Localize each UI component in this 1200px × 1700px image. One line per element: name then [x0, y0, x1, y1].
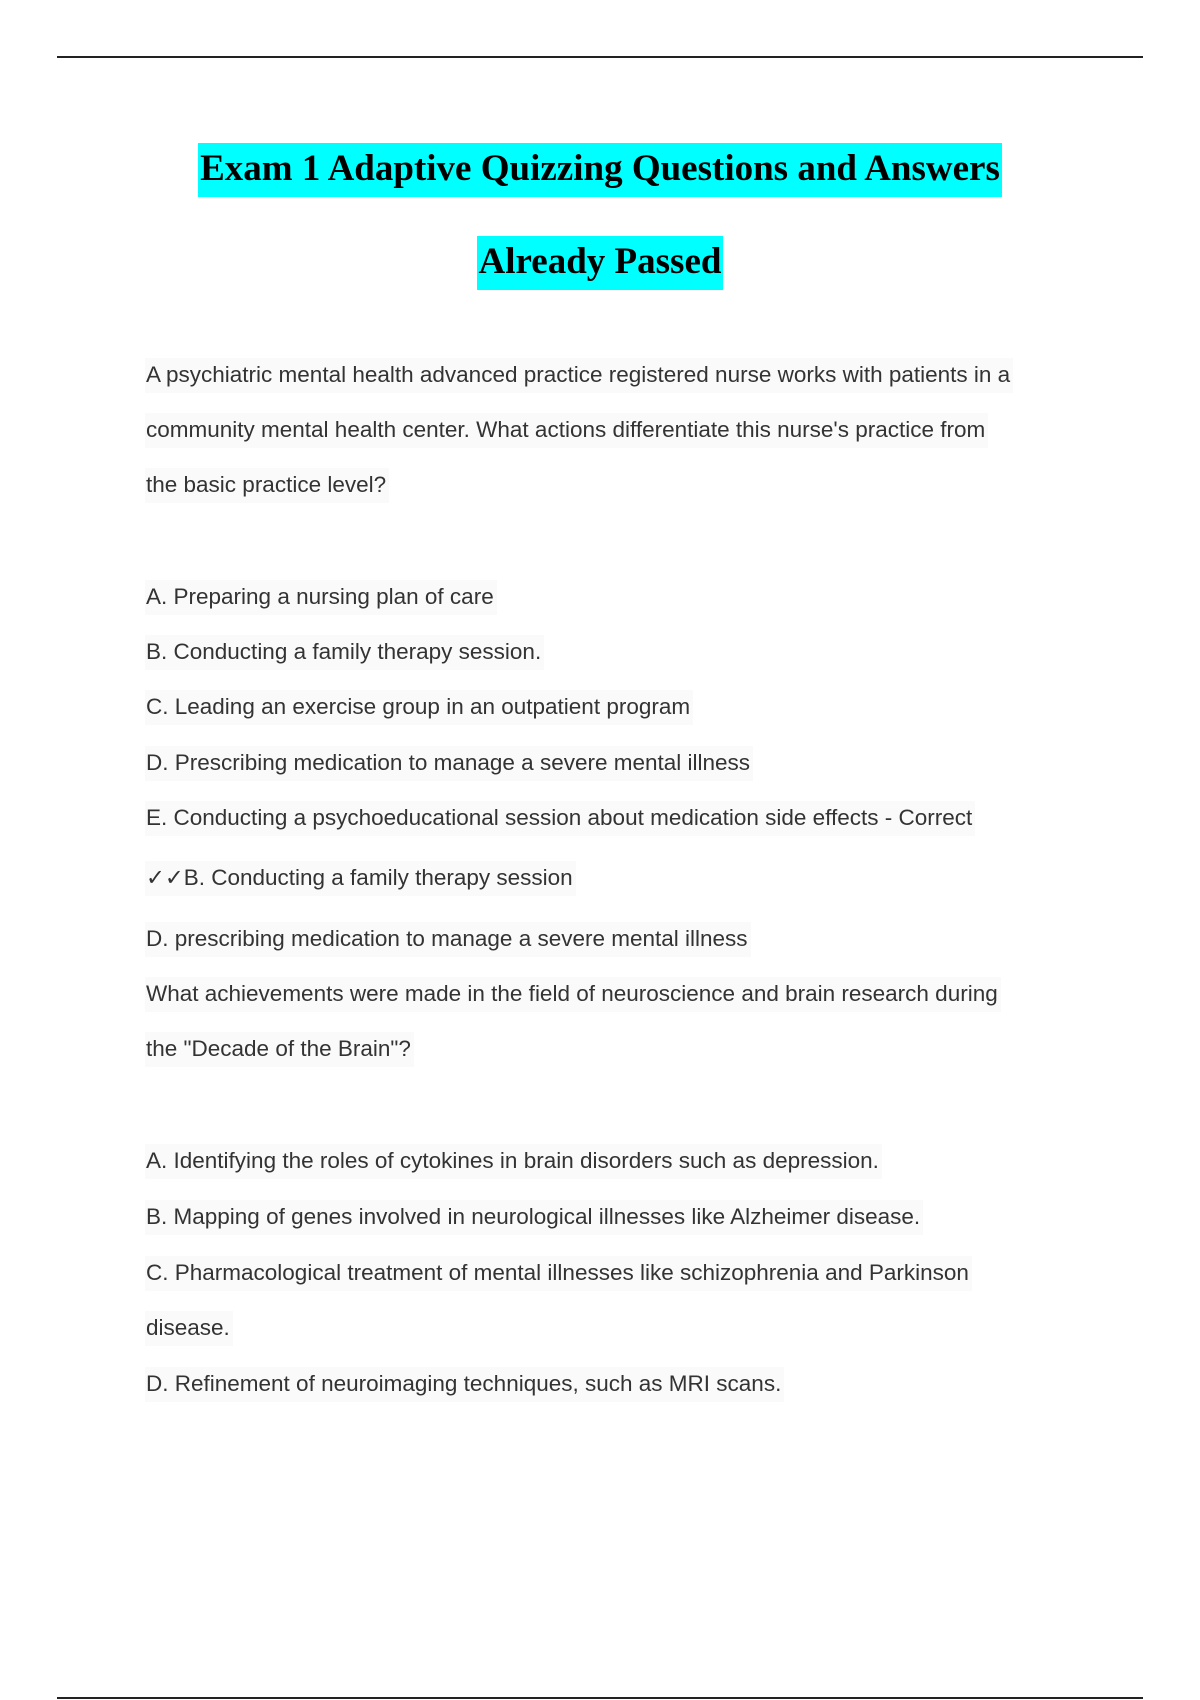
question-1-option-e: E. Conducting a psychoeducational session about medication side effects - Correct [145, 807, 975, 830]
question-2-option-c-continued: disease. [145, 1317, 233, 1340]
question-1-option-a: A. Preparing a nursing plan of care [145, 586, 497, 609]
question-2-option-a: A. Identifying the roles of cytokines in brain disorders such as depression. [145, 1150, 882, 1173]
question-2-text: the "Decade of the Brain"? [145, 1038, 414, 1061]
document-title-line-1: Exam 1 Adaptive Quizzing Questions and Answers [0, 150, 1200, 187]
question-1-option-c: C. Leading an exercise group in an outpatient program [145, 696, 693, 719]
question-1-text: community mental health center. What actions differentiate this nurse's practice from [145, 419, 988, 442]
question-1-answer: ✓✓B. Conducting a family therapy session [145, 867, 576, 890]
question-2-option-c: C. Pharmacological treatment of mental illnesses like schizophrenia and Parkinson [145, 1262, 972, 1285]
question-1-text: A psychiatric mental health advanced practice registered nurse works with patients in a [145, 364, 1013, 387]
document-title-line-2: Already Passed [0, 243, 1200, 280]
footer-rule [57, 1697, 1143, 1699]
question-1-option-b: B. Conducting a family therapy session. [145, 641, 544, 664]
question-2-text: What achievements were made in the field of neuroscience and brain research during [145, 983, 1001, 1006]
question-2-option-b: B. Mapping of genes involved in neurological illnesses like Alzheimer disease. [145, 1206, 923, 1229]
question-2-option-d: D. Refinement of neuroimaging techniques, such as MRI scans. [145, 1373, 784, 1396]
header-rule [57, 56, 1143, 58]
question-1-text: the basic practice level? [145, 474, 389, 497]
question-1-option-d: D. Prescribing medication to manage a severe mental illness [145, 752, 753, 775]
question-1-answer: D. prescribing medication to manage a severe mental illness [145, 928, 751, 951]
